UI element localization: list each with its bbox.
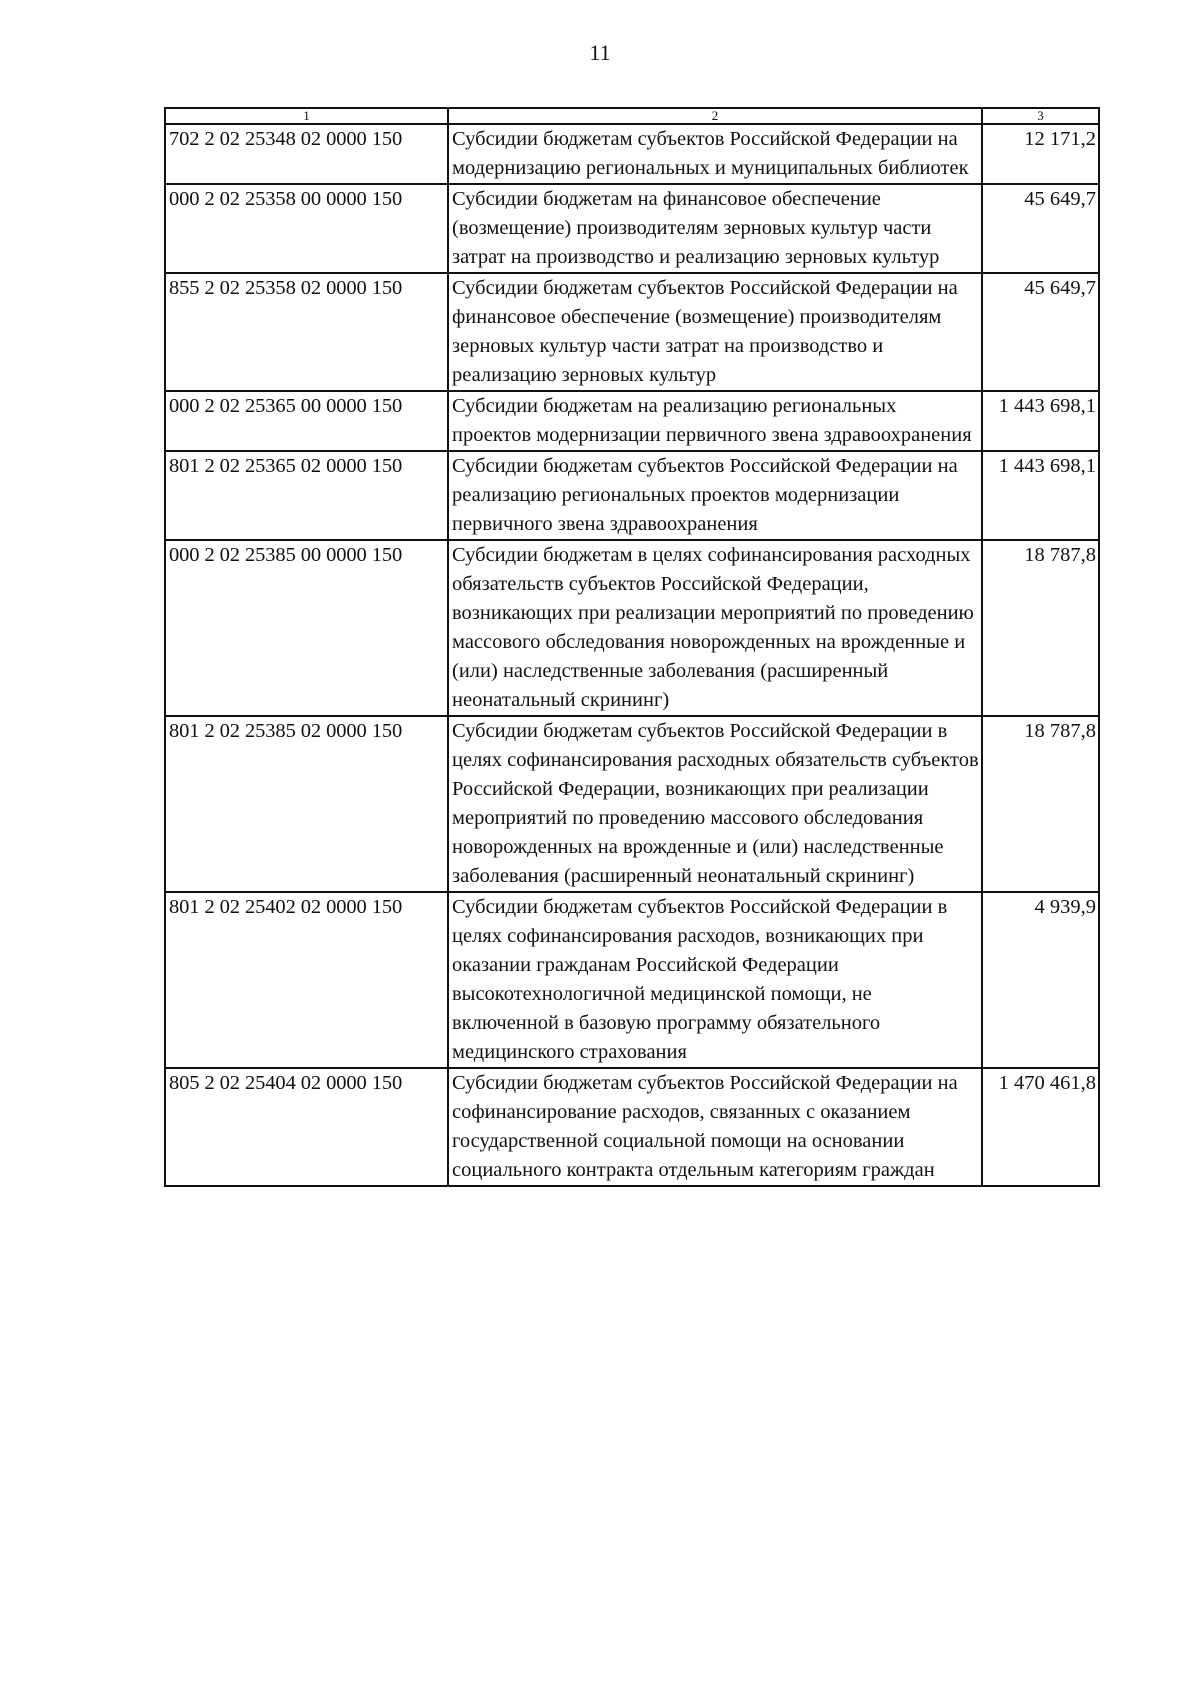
table-row — [165, 273, 1099, 391]
table-row — [165, 892, 1099, 1068]
amount-cell: 45 649,7 — [982, 273, 1099, 391]
classification-code-cell: 801 2 02 25365 02 0000 150 — [165, 451, 448, 540]
page-number: 11 — [589, 40, 611, 65]
column-header-amount: 3 — [982, 108, 1099, 124]
revenue-name-cell: Субсидии бюджетам в целях софинансирования расходных обязательств субъектов Российской Федерации, возникающих при реализации мероприятий по проведению массового обследования новорожденных на врожденные и (или) наследственные заболевания (расширенный неонатальный скрининг) — [448, 540, 982, 716]
table-row — [165, 540, 1099, 716]
revenue-name-cell: Субсидии бюджетам субъектов Российской Федерации на софинансирование расходов, связанных с оказанием государственной социальной помощи на основании социального контракта отдельным категориям граждан — [448, 1068, 982, 1186]
amount-cell: 45 649,7 — [982, 184, 1099, 273]
revenue-name-cell: Субсидии бюджетам на реализацию региональных проектов модернизации первичного звена здравоохранения — [448, 391, 982, 451]
table-row — [165, 716, 1099, 892]
classification-code-cell: 801 2 02 25402 02 0000 150 — [165, 892, 448, 1068]
revenue-name-cell: Субсидии бюджетам субъектов Российской Федерации на финансовое обеспечение (возмещение) производителям зерновых культур части затрат на производство и реализацию зерновых культур — [448, 273, 982, 391]
amount-cell: 18 787,8 — [982, 716, 1099, 892]
classification-code-cell: 000 2 02 25358 00 0000 150 — [165, 184, 448, 273]
revenue-name-cell: Субсидии бюджетам субъектов Российской Федерации на реализацию региональных проектов модернизации первичного звена здравоохранения — [448, 451, 982, 540]
table-row — [165, 1068, 1099, 1186]
amount-cell: 18 787,8 — [982, 540, 1099, 716]
column-header-code: 1 — [165, 108, 448, 124]
table-row — [165, 124, 1099, 184]
classification-code-cell: 000 2 02 25385 00 0000 150 — [165, 540, 448, 716]
classification-code-cell: 000 2 02 25365 00 0000 150 — [165, 391, 448, 451]
amount-cell: 1 443 698,1 — [982, 391, 1099, 451]
revenue-name-cell: Субсидии бюджетам субъектов Российской Федерации в целях софинансирования расходных обязательств субъектов Российской Федерации, возникающих при реализации мероприятий по проведению массового обследования новорожденных на врожденные и (или) наследственные заболевания (расширенный неонатальный скрининг) — [448, 716, 982, 892]
table-row — [165, 391, 1099, 451]
column-header-name: 2 — [448, 108, 982, 124]
amount-cell: 1 470 461,8 — [982, 1068, 1099, 1186]
classification-code-cell: 855 2 02 25358 02 0000 150 — [165, 273, 448, 391]
amount-cell: 4 939,9 — [982, 892, 1099, 1068]
revenue-name-cell: Субсидии бюджетам субъектов Российской Федерации в целях софинансирования расходов, возникающих при оказании гражданам Российской Федерации высокотехнологичной медицинской помощи, не включенной в базовую программу обязательного медицинского страхования — [448, 892, 982, 1068]
classification-code-cell: 805 2 02 25404 02 0000 150 — [165, 1068, 448, 1186]
amount-cell: 12 171,2 — [982, 124, 1099, 184]
budget-revenue-table — [164, 107, 1100, 1187]
table-row — [165, 451, 1099, 540]
table-row — [165, 184, 1099, 273]
revenue-name-cell: Субсидии бюджетам на финансовое обеспечение (возмещение) производителям зерновых культур части затрат на производство и реализацию зерновых культур — [448, 184, 982, 273]
table-header-row — [165, 108, 1099, 124]
classification-code-cell: 702 2 02 25348 02 0000 150 — [165, 124, 448, 184]
classification-code-cell: 801 2 02 25385 02 0000 150 — [165, 716, 448, 892]
amount-cell: 1 443 698,1 — [982, 451, 1099, 540]
revenue-name-cell: Субсидии бюджетам субъектов Российской Федерации на модернизацию региональных и муниципальных библиотек — [448, 124, 982, 184]
